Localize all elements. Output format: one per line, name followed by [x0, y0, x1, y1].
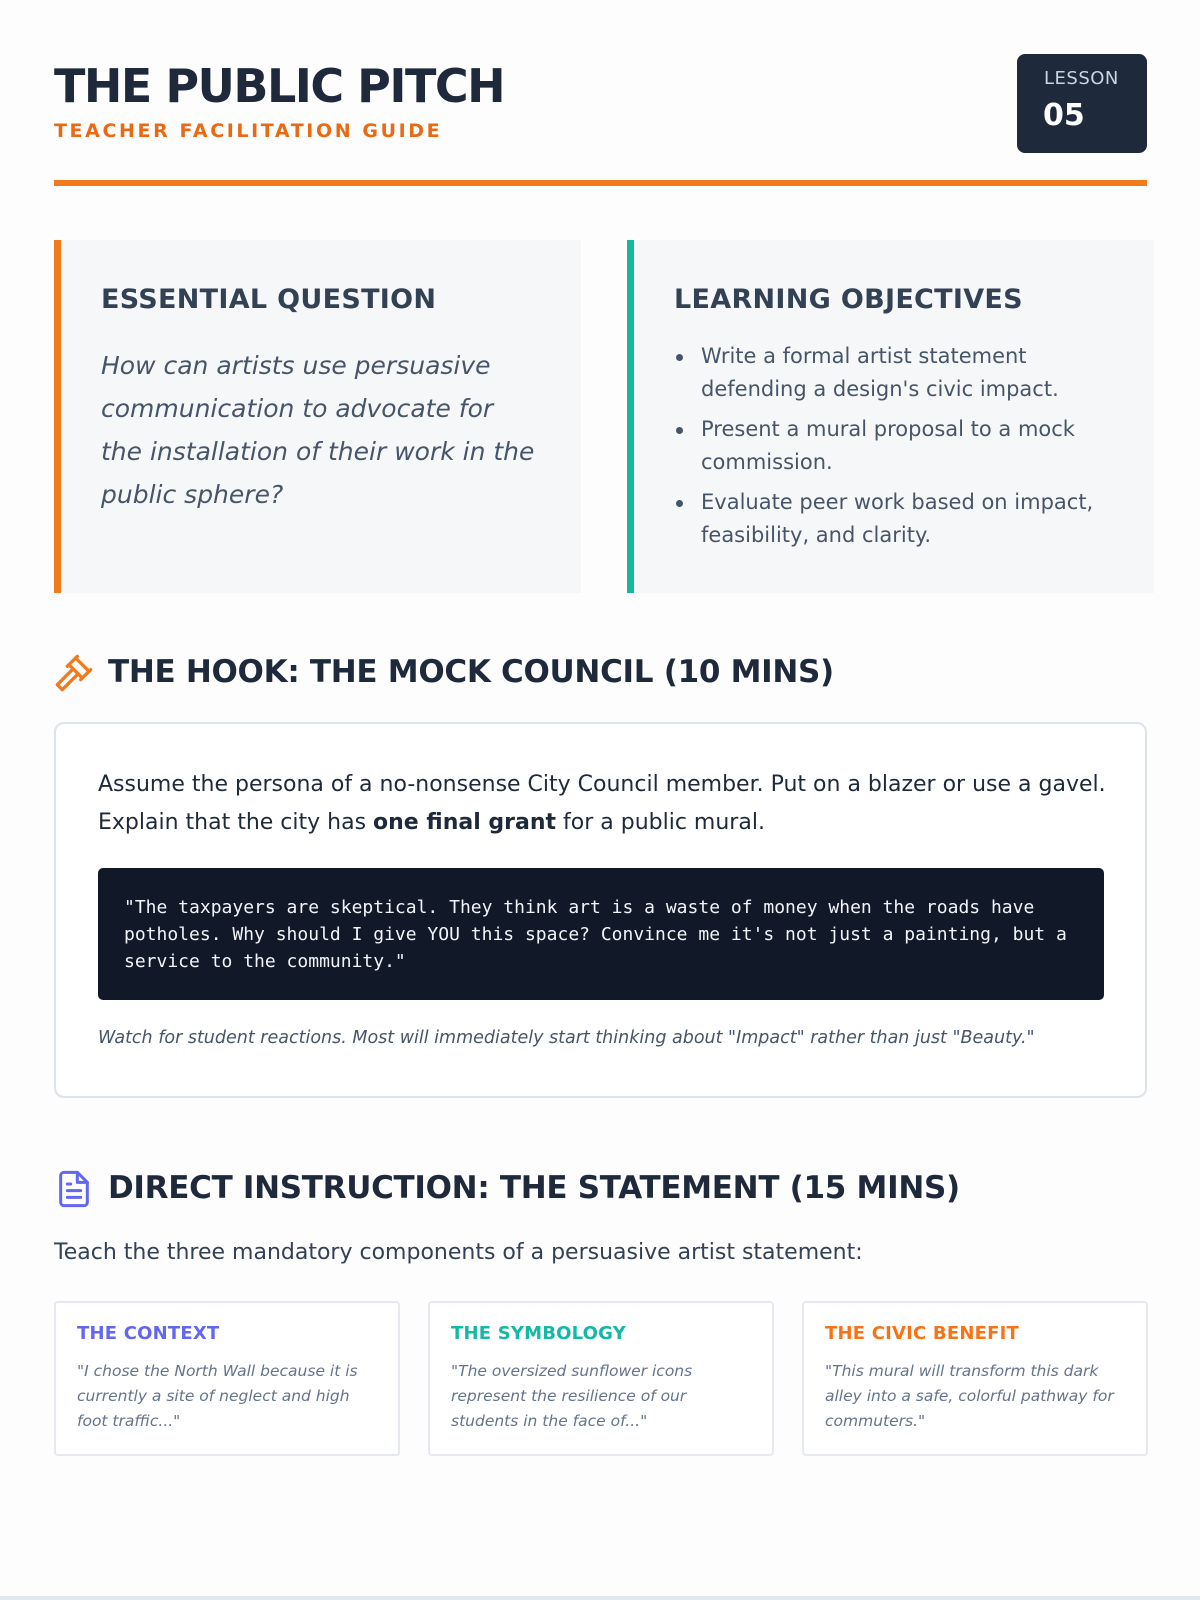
essential-question-text: How can artists use persuasive communication to advocate for the installation of their work in the public sphere?	[101, 351, 535, 509]
direct-instruction-section-heading	[54, 1166, 1147, 1210]
component-title: THE CIVIC BENEFIT	[825, 1323, 1019, 1344]
hook-intro-emphasis: one final grant	[373, 810, 557, 835]
component-title: THE SYMBOLOGY	[451, 1323, 626, 1344]
document-icon	[54, 1169, 94, 1209]
component-example: "This mural will transform this dark alley into a safe, colorful pathway for commuters."	[825, 1362, 1114, 1430]
direct-instruction-heading: DIRECT INSTRUCTION: THE STATEMENT (15 MINS)	[108, 1170, 960, 1206]
component-card-symbology	[428, 1301, 774, 1456]
essential-question-heading: ESSENTIAL QUESTION	[101, 284, 437, 315]
component-example: "I chose the North Wall because it is currently a site of neglect and high foot traffic..."	[77, 1362, 358, 1430]
page-subtitle: TEACHER FACILITATION GUIDE	[54, 120, 443, 142]
component-example: "The oversized sunflower icons represent the resilience of our students in the face of..."	[451, 1362, 693, 1430]
component-title: THE CONTEXT	[77, 1323, 220, 1344]
direct-instruction-intro: Teach the three mandatory components of a persuasive artist statement:	[54, 1240, 863, 1265]
page-title: THE PUBLIC PITCH	[54, 59, 505, 113]
council-quote: "The taxpayers are skeptical. They think art is a waste of money when the roads have potholes. Why should I give YOU this space? Convince me it's not just a painting, but a service to the community."	[124, 897, 1067, 972]
hook-intro-text: Assume the persona of a no-nonsense City Council member. Put on a blazer or use a gavel. Explain that the city has	[98, 772, 1106, 835]
hook-heading: THE HOOK: THE MOCK COUNCIL (10 MINS)	[108, 654, 834, 690]
page-header	[54, 52, 1147, 152]
council-quote-box	[98, 868, 1104, 1000]
lesson-label: LESSON	[1044, 68, 1119, 89]
learning-objectives-heading: LEARNING OBJECTIVES	[674, 284, 1023, 315]
hook-facilitator-note: Watch for student reactions. Most will immediately start thinking about "Impact" rather than just "Beauty."	[98, 1028, 1035, 1048]
learning-objectives-card	[627, 240, 1154, 593]
objective-item: Evaluate peer work based on impact, feasibility, and clarity.	[674, 486, 1134, 552]
hook-intro-text-end: for a public mural.	[556, 810, 765, 835]
component-card-civic-benefit	[802, 1301, 1148, 1456]
gavel-icon	[54, 653, 94, 693]
hook-instructions	[98, 766, 1108, 842]
objective-item: Present a mural proposal to a mock commission.	[674, 413, 1134, 479]
page-bottom-border	[0, 1596, 1200, 1600]
header-divider	[54, 180, 1147, 186]
learning-objectives-list	[674, 340, 1134, 559]
hook-box	[54, 722, 1147, 1098]
lesson-badge	[1017, 54, 1147, 153]
objective-item: Write a formal artist statement defending a design's civic impact.	[674, 340, 1134, 406]
hook-section-heading	[54, 650, 1147, 694]
lesson-number: 05	[1043, 98, 1085, 133]
component-card-context	[54, 1301, 400, 1456]
essential-question-card	[54, 240, 581, 593]
